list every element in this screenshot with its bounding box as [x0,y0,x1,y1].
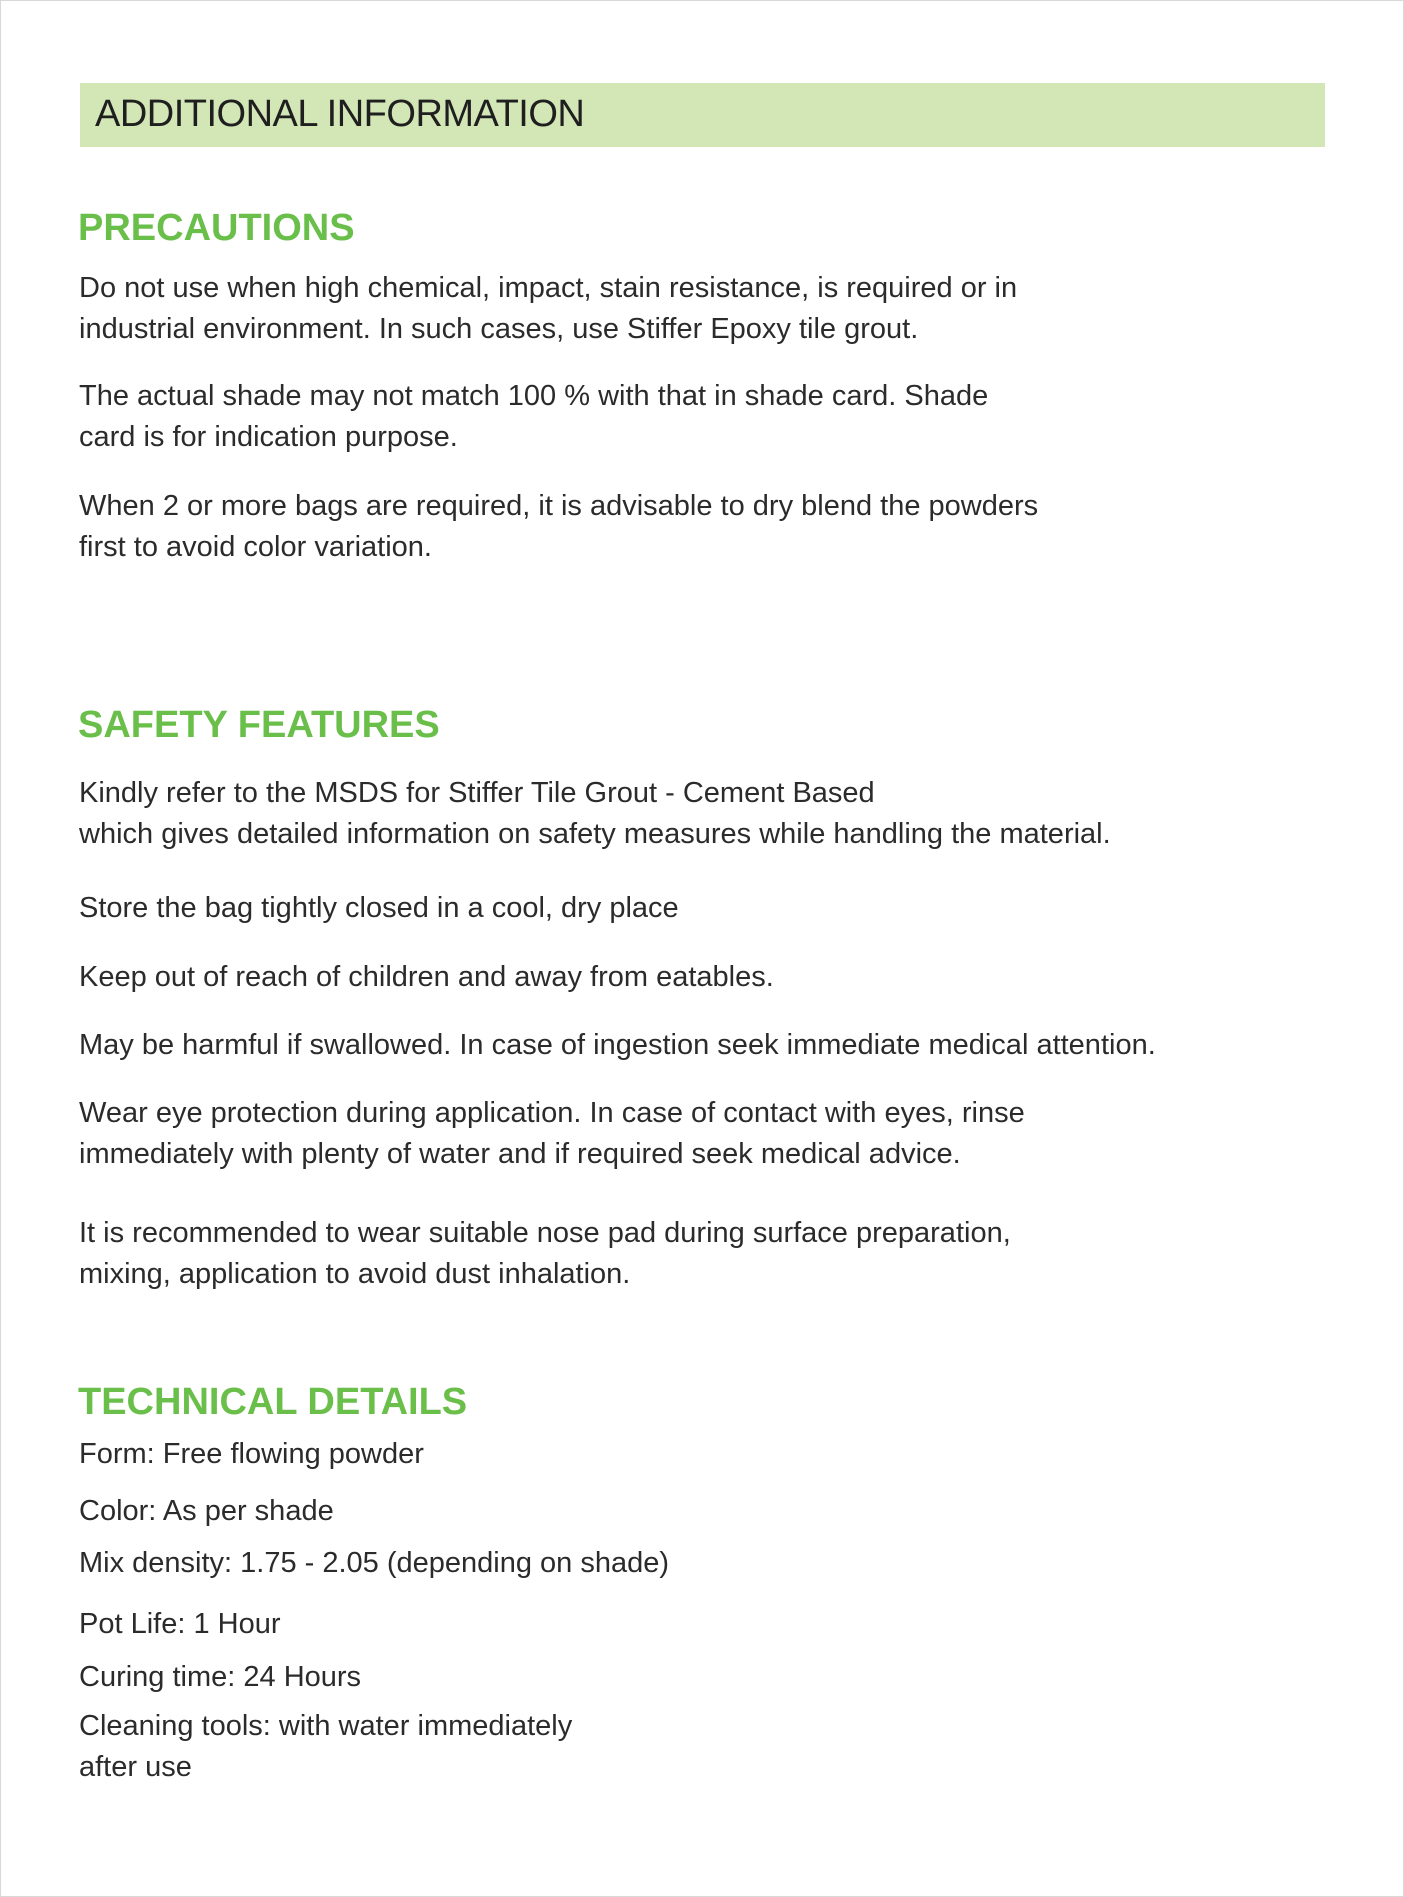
technical-detail-item [79,1543,669,1584]
text-line: after use [79,1751,192,1783]
text-line: It is recommended to wear suitable nose pad during surface preparation, [79,1217,1011,1249]
safety-paragraph [79,1025,1156,1066]
text-line: Mix density: 1.75 - 2.05 (depending on shade) [79,1547,670,1579]
page-title: ADDITIONAL INFORMATION [95,93,585,135]
text-line: Kindly refer to the MSDS for Stiffer Tile Grout - Cement Based [79,777,875,809]
text-line: May be harmful if swallowed. In case of ingestion seek immediate medical attention. [79,1029,1156,1061]
text-line: Form: Free flowing powder [79,1438,424,1470]
safety-paragraph [79,888,679,929]
technical-detail-item [79,1434,424,1475]
header-band [80,83,1325,147]
precautions-paragraph [79,486,1038,568]
text-line: The actual shade may not match 100 % with that in shade card. Shade [79,380,989,412]
text-line: Keep out of reach of children and away from eatables. [79,961,774,993]
text-line: When 2 or more bags are required, it is advisable to dry blend the powders [79,490,1039,522]
precautions-heading: PRECAUTIONS [78,207,355,249]
text-line: mixing, application to avoid dust inhalation. [79,1258,631,1290]
text-line: Curing time: 24 Hours [79,1661,362,1693]
precautions-paragraph [79,376,988,458]
safety-paragraph [79,1093,1025,1175]
text-line: Wear eye protection during application. In case of contact with eyes, rinse [79,1097,1025,1129]
precautions-paragraph [79,268,1017,350]
text-line: Cleaning tools: with water immediately [79,1710,573,1742]
technical-detail-item [79,1491,334,1532]
safety-paragraph [79,957,774,998]
technical-detail-item [79,1657,361,1698]
text-line: Store the bag tightly closed in a cool, dry place [79,892,679,924]
text-line: Pot Life: 1 Hour [79,1608,281,1640]
text-line: Do not use when high chemical, impact, stain resistance, is required or in [79,272,1018,304]
technical-details-heading: TECHNICAL DETAILS [78,1381,468,1423]
text-line: immediately with plenty of water and if required seek medical advice. [79,1138,961,1170]
safety-paragraph [79,1213,1011,1295]
text-line: industrial environment. In such cases, use Stiffer Epoxy tile grout. [79,313,919,345]
technical-detail-item [79,1706,572,1788]
text-line: first to avoid color variation. [79,531,432,563]
text-line: Color: As per shade [79,1495,334,1527]
safety-paragraph [79,773,1111,855]
safety-features-heading: SAFETY FEATURES [78,704,440,746]
technical-detail-item [79,1604,281,1645]
text-line: card is for indication purpose. [79,421,458,453]
text-line: which gives detailed information on safety measures while handling the material. [79,818,1111,850]
